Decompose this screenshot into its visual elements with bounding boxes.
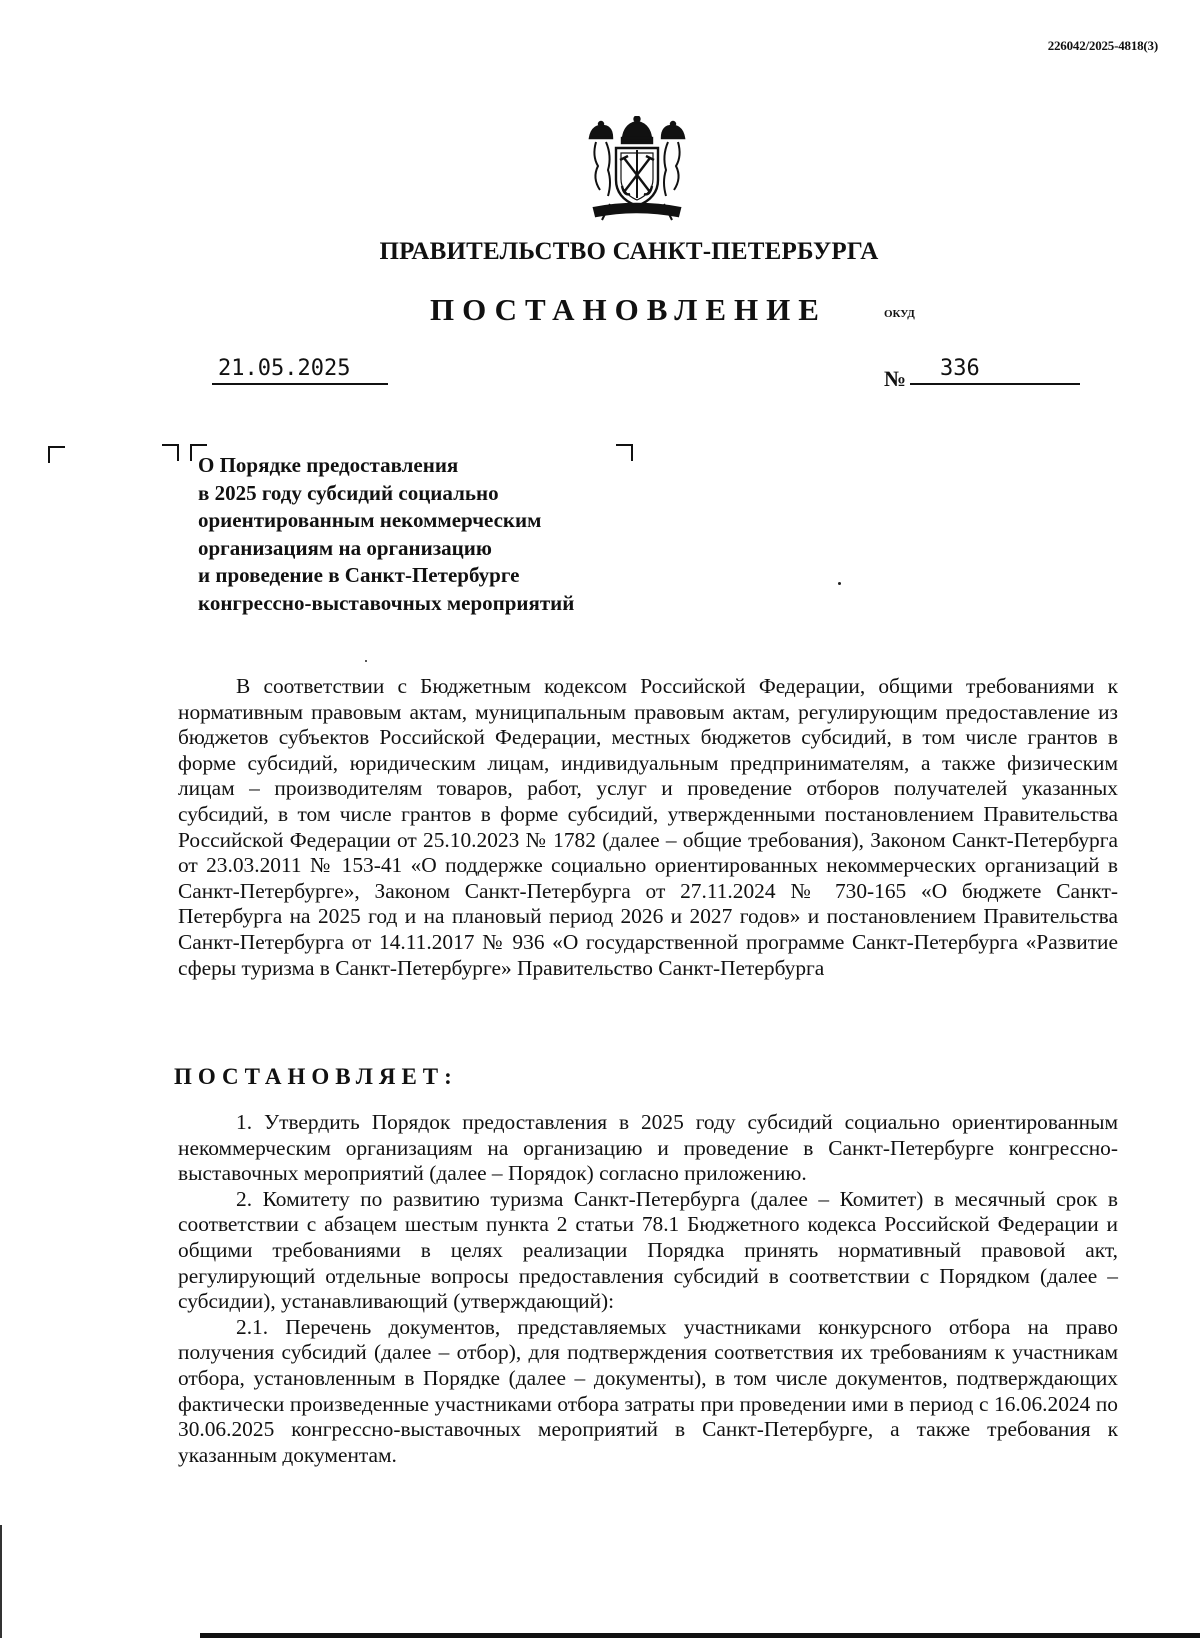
okud-label: ОКУД — [884, 308, 915, 320]
subject-line: организациям на организацию — [198, 535, 492, 560]
document-type: ПОСТАНОВЛЕНИЕ — [430, 292, 827, 327]
corner-mark — [616, 444, 633, 461]
preamble — [178, 674, 1118, 981]
government-name: ПРАВИТЕЛЬСТВО САНКТ-ПЕТЕРБУРГА — [379, 238, 879, 265]
document-number: 336 — [910, 356, 1080, 385]
subject-line: и проведение в Санкт-Петербурге — [198, 563, 520, 587]
scan-speck — [365, 660, 367, 662]
registration-number: 226042/2025-4818(3) — [1047, 38, 1158, 53]
subject-line: конгрессно-выставочных мероприятий — [198, 590, 575, 615]
corner-mark — [162, 444, 179, 461]
subject-line: в 2025 году субсидий социально — [198, 480, 499, 505]
document-subject — [198, 452, 574, 617]
saint-petersburg-coat-of-arms-icon — [582, 116, 692, 226]
number-sign: № — [884, 366, 907, 391]
document-date: 21.05.2025 — [212, 356, 388, 385]
decree-item: 2.1. Перечень документов, представляемых участниками конкурсного отбора на право получения субсидий (далее – отбор), для подтверждения соответствия их требованиям к участникам отбора, установленным в Порядке (далее – документы), в том числе документов, подтверждающих фактически произведенные участниками отбора затраты при проведении ими в период с 16.06.2024 по 30.06.2025 конгрессно-выставочных мероприятий в Санкт-Петербурге, а также требования к указанным документам. — [178, 1314, 1118, 1467]
scan-speck — [838, 582, 841, 585]
subject-line: ориентированным некоммерческим — [198, 508, 542, 532]
corner-mark — [48, 446, 65, 463]
scan-edge — [200, 1633, 1200, 1638]
preamble-paragraph: В соответствии с Бюджетным кодексом Российской Федерации, общими требованиями к нормативным правовым актам, муниципальным правовым актам, регулирующим предоставление из бюджетов субъектов Российской Федерации, местных бюджетов субсидий, в том числе грантов в форме субсидий, юридическим лицам, индивидуальным предпринимателям, а также физическим лицам – производителям товаров, работ, услуг и проведение отборов получателей указанных субсидий, в том числе грантов в форме субсидий, утвержденными постановлением Правительства Российской Федерации от 25.10.2023 № 1782 (далее – общие требования), Законом Санкт-Петербурга от 23.03.2011 № 153-41 «О поддержке социально ориентированных некоммерческих организаций в Санкт-Петербурге», Законом Санкт-Петербурга от 27.11.2024 № 730-165 «О бюджете Санкт-Петербурга на 2025 год и на плановый период 2026 и 2027 годов» и постановлением Правительства Санкт-Петербурга от 14.11.2017 № 936 «О государственной программе Санкт-Петербурга «Развитие сферы туризма в Санкт-Петербурге» Правительство Санкт-Петербурга — [178, 674, 1118, 980]
scan-edge — [0, 1525, 2, 1638]
decree-items — [178, 1110, 1118, 1468]
subject-line: О Порядке предоставления — [198, 453, 459, 477]
decree-item: 2. Комитету по развитию туризма Санкт-Петербурга (далее – Комитет) в месячный срок в соответствии с абзацем шестым пункта 2 статьи 78.1 Бюджетного кодекса Российской Федерации и общими требованиями в целях реализации Порядка принять нормативный правовой акт, регулирующий отдельные вопросы предоставления субсидий в соответствии с Порядком (далее – субсидии), устанавливающий (утверждающий): — [178, 1186, 1118, 1314]
decree-item: 1. Утвердить Порядок предоставления в 2025 году субсидий социально ориентированным некоммерческим организациям на организацию и проведение в Санкт-Петербурге конгрессно-выставочных мероприятий (далее – Порядок) согласно приложению. — [178, 1110, 1118, 1186]
decree-word: ПОСТАНОВЛЯЕТ: — [174, 1064, 458, 1089]
